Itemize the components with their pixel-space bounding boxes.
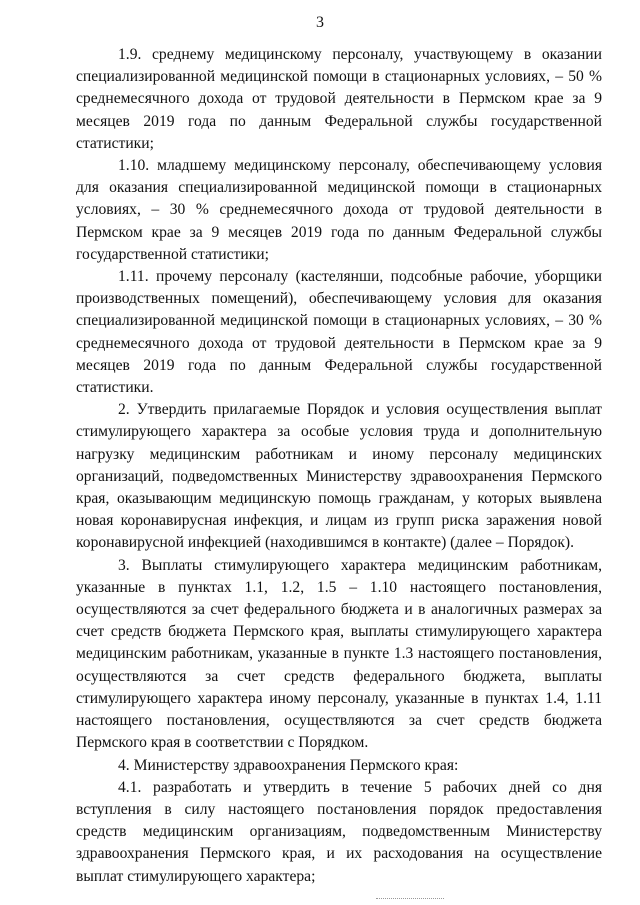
document-body — [76, 44, 602, 888]
paragraph-1-9: 1.9. среднему медицинскому персоналу, участвующему в оказании специализированной медицинской помощи в стационарных условиях, – 50 % среднемесячного дохода от трудовой деятельности в Пермском крае за 9 месяцев 2019 года по данным Федеральной службы государственной статистики; — [76, 46, 602, 152]
paragraph-3: 3. Выплаты стимулирующего характера медицинским работникам, указанные в пунктах 1.1, 1.2, 1.5 – 1.10 настоящего постановления, осуществляются за счет федерального бюджета и в аналогичных размерах за счет средств бюджета Пермского края, выплаты стимулирующего характера медицинским работникам, указанные в пункте 1.3 настоящего постановления, осуществляются за счет средств федерального бюджета, выплаты стимулирующего характера иному персоналу, указанные в пунктах 1.4, 1.11 настоящего постановления, осуществляются за счет средств бюджета Пермского края в соответствии с Порядком. — [76, 556, 602, 752]
paragraph-1-11: 1.11. прочему персоналу (кастелянши, подсобные рабочие, уборщики производственных помещений), обеспечивающему условия для оказания специализированной медицинской помощи в стационарных условиях, – 30 % среднемесячного дохода от трудовой деятельности в Пермском крае за 9 месяцев 2019 года по данным Федеральной службы государственной статистики. — [76, 268, 602, 397]
page-number: 3 — [316, 14, 324, 31]
paragraph-4-1: 4.1. разработать и утвердить в течение 5 рабочих дней со дня вступления в силу настоящего постановления порядок предоставления средств медицинским организациям, подведомственным Министерству здравоохранения Пермского края, и их расходования на осуществление выплат стимулирующего характера; — [76, 778, 602, 885]
paragraph-4: 4. Министерству здравоохранения Пермского края: — [118, 756, 459, 774]
scan-artifact — [376, 898, 444, 902]
paragraph-2: 2. Утвердить прилагаемые Порядок и условия осуществления выплат стимулирующего характера за особые условия труда и дополнительную нагрузку медицинским работникам и иному персоналу медицинских организаций, подведомственных Министерству здравоохранения Пермского края, оказывающим медицинскую помощь гражданам, у которых выявлена новая коронавирусная инфекция, и лицам из групп риска заражения новой коронавирусной инфекцией (находившимся в контакте) (далее – Порядок). — [76, 401, 602, 552]
paragraph-1-10: 1.10. младшему медицинскому персоналу, обеспечивающему условия для оказания специализированной медицинской помощи в стационарных условиях, – 30 % среднемесячного дохода от трудовой деятельности в Пермском крае за 9 месяцев 2019 года по данным Федеральной службы государственной статистики; — [76, 157, 602, 263]
